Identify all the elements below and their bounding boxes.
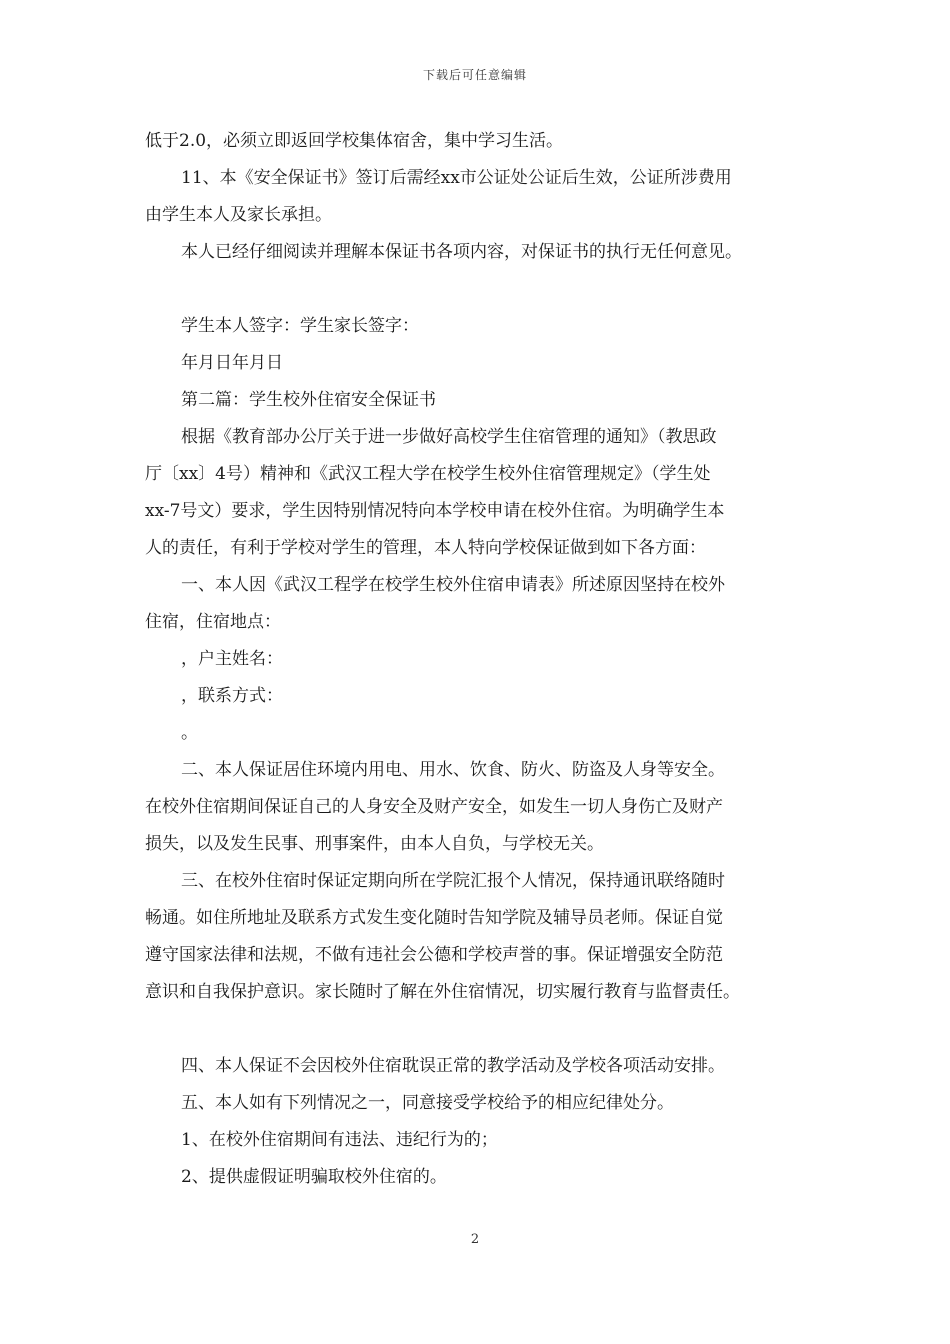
paragraph-line: 二、本人保证居住环境内用电、用水、饮食、防火、防盗及人身等安全。: [181, 760, 725, 780]
paragraph-line: xx-7号文）要求，学生因特别情况特向本学校申请在校外住宿。为明确学生本: [145, 501, 725, 521]
date-line: 年月日年月日: [181, 353, 283, 373]
paragraph-line: 根据《教育部办公厅关于进一步做好高校学生住宿管理的通知》（教思政: [181, 427, 717, 447]
paragraph-line: 畅通。如住所地址及联系方式发生变化随时告知学院及辅导员老师。保证自觉: [145, 908, 723, 928]
paragraph-line: 五、本人如有下列情况之一，同意接受学校给予的相应纪律处分。: [181, 1093, 674, 1113]
blank-line: [145, 1011, 815, 1048]
paragraph-line: 三、在校外住宿时保证定期向所在学院汇报个人情况，保持通讯联络随时: [181, 871, 725, 891]
page-header: 下载后可任意编辑: [422, 68, 527, 82]
paragraph-line: ，户主姓名：: [181, 649, 283, 669]
paragraph-line: 低于2.0，必须立即返回学校集体宿舍，集中学习生活。: [145, 131, 564, 151]
paragraph-line: 。: [181, 723, 198, 743]
page-number: 2: [470, 1232, 480, 1247]
blank-line: [145, 271, 815, 308]
paragraph-line: 11、本《安全保证书》签订后需经xx市公证处公证后生效，公证所涉费用: [181, 168, 732, 188]
paragraph-line: 一、本人因《武汉工程学在校学生校外住宿申请表》所述原因坚持在校外: [181, 575, 725, 595]
paragraph-line: 人的责任，有利于学校对学生的管理，本人特向学校保证做到如下各方面：: [145, 538, 706, 558]
paragraph-line: 由学生本人及家长承担。: [145, 205, 332, 225]
paragraph-line: 在校外住宿期间保证自己的人身安全及财产安全，如发生一切人身伤亡及财产: [145, 797, 723, 817]
section-title: 第二篇：学生校外住宿安全保证书: [181, 390, 436, 410]
paragraph-line: 损失，以及发生民事、刑事案件，由本人自负，与学校无关。: [145, 834, 604, 854]
paragraph-line: 1、在校外住宿期间有违法、违纪行为的；: [181, 1130, 498, 1150]
signature-line: 学生本人签字：学生家长签字：: [181, 316, 419, 336]
paragraph-line: 本人已经仔细阅读并理解本保证书各项内容，对保证书的执行无任何意见。: [181, 242, 742, 262]
paragraph-line: 厅〔xx〕4号）精神和《武汉工程大学在校学生校外住宿管理规定》（学生处: [145, 464, 711, 484]
document-body: [145, 123, 815, 1196]
paragraph-line: 2、提供虚假证明骗取校外住宿的。: [181, 1167, 447, 1187]
paragraph-line: 四、本人保证不会因校外住宿耽误正常的教学活动及学校各项活动安排。: [181, 1056, 725, 1076]
paragraph-line: ，联系方式：: [181, 686, 283, 706]
paragraph-line: 意识和自我保护意识。家长随时了解在外住宿情况，切实履行教育与监督责任。: [145, 982, 740, 1002]
paragraph-line: 住宿，住宿地点：: [145, 612, 281, 632]
paragraph-line: 遵守国家法律和法规，不做有违社会公德和学校声誉的事。保证增强安全防范: [145, 945, 723, 965]
